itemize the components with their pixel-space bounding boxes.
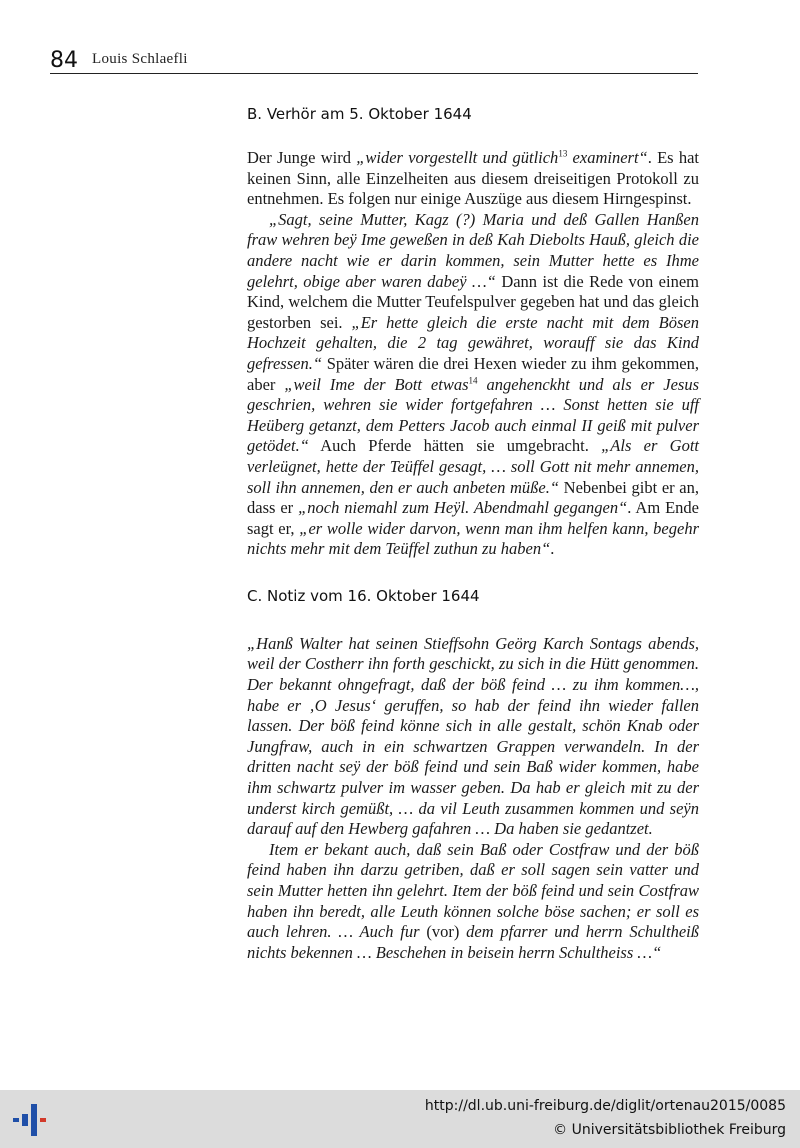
text-segment: . Am Ende sagt er, [247,498,699,538]
text-segment: dem pfarrer und herrn Schultheiß nichts bekennen … Beschehen in beisein herrn Schultheiss …“ [247,922,699,962]
footer-bar [0,1090,800,1148]
text-segment: Dann ist die Rede von einem Kind, welchem die Mutter Teufelspulver gegeben hat und das gleich gestorben sei. [247,271,699,332]
page-number: 84 [50,48,78,73]
text-segment: „wider vorgestellt und gütlich [356,148,559,167]
text-segment: . [550,539,555,559]
footnote-marker: 14 [468,375,478,386]
text-segment: examinert“ [567,148,648,167]
page-header [50,49,698,74]
page-content [247,102,699,963]
text-segment: „Als er Gott verleügnet, hette der Teüffel gesagt, … soll Gott nit mehr annemen, soll ihn annemen, den er auch anbeten müße.“ [247,436,700,497]
text-segment: (vor) [426,922,460,942]
library-logo-icon [10,1100,50,1140]
text-segment: „noch niemahl zum Heÿl. Abendmahl gegangen“ [298,498,628,518]
text-segment: „weil Ime der Bott etwas [284,374,469,394]
text-segment: „er wolle wider darvon, wenn man ihm helfen kann, begehr nichts mehr mit dem Teüffel zuthun zu haben“ [247,518,699,559]
text-segment: „Hanß Walter hat seinen Stieffsohn Geörg Karch Sontags abends, weil der Costherr ihn forth geschickt, zu sich in die Hütt genommen. Der bekannt ohngefragt, daß der böß feind … zu ihm kommen…, habe er ‚O Jesus‘ geruffen, so hab der feind ihn wieder fallen lassen. Der böß feind könne sich in alle gestalt, schön Knab oder Jungfraw, auch in ein schwartzen Grappen verwandeln. In der dritten nacht seÿ der böß feind und sein Baß wider kommen, habe ihm schwartz pulver im wasser geben. Da hab er gleich mit zu der underst kirch gemüßt, … da vil Leuth zusammen kommen und seÿn darauf auf den Hewberg gafahren … Da haben sie gedantzet. [247,633,699,839]
source-url-link[interactable]: http://dl.ub.uni-freiburg.de/diglit/ortenau2015/0085 [424,1098,786,1114]
paragraph-b1 [247,148,699,210]
text-segment: Der Junge wird [247,148,357,167]
section-heading-c: C. Notiz vom 16. Oktober 1644 [247,586,480,605]
text-segment: „Er hette gleich die erste nacht mit dem Bösen Hochzeit gehalten, die 2 tag gewähret, worauff sie das Kind gefressen.“ [247,312,699,373]
running-head: Louis Schlaefli [92,51,188,67]
footnote-marker: 13 [558,148,568,159]
paragraph-b2 [247,210,699,560]
text-segment: Nebenbei gibt er an, dass er [247,477,700,518]
paragraph-c2 [247,840,699,964]
text-segment: . Es hat keinen Sinn, alle Einzelheiten aus diesem dreiseitigen Protokoll zu entnehmen. Es folgen nur einige Auszüge aus diesem Hirngespinst. [247,148,699,209]
section-heading-b: B. Verhör am 5. Oktober 1644 [247,105,472,123]
text-segment: Item er bekant auch, daß sein Baß oder Costfraw und der böß feind haben ihn darzu getriben, daß er soll sagen sein vatter und sein Mutter hetten ihn gelehrt. Item der böß feind und sein Costfraw haben ihn beredt, alle Leuth können solche böse sachen; er soll es auch lehren. … Auch fur [247,839,699,942]
text-segment: Auch Pferde hätten sie umgebracht. [308,436,602,456]
paragraph-c1 [247,634,699,840]
text-segment: angehenckht und als er Jesus geschrien, wehren sie wider fortgefahren … Sonst hetten sie uff Heüberg getanzt, dem Petters Jacob auch einmal II geiß mit pulver getödet.“ [247,374,700,456]
copyright-notice: © Universitätsbibliothek Freiburg [553,1122,786,1138]
text-segment: Später wären die drei Hexen wieder zu ihm gekommen, aber [247,353,699,394]
text-segment: „Sagt, seine Mutter, Kagz (?) Maria und deß Gallen Hanßen fraw wehren beÿ Ime geweßen in deß Kah Diebolts Hauß, gleich die andere nacht wie er darin kommen, sein Mutter hette es Ihme gelehrt, obige aber waren dabeÿ …“ [247,209,699,291]
